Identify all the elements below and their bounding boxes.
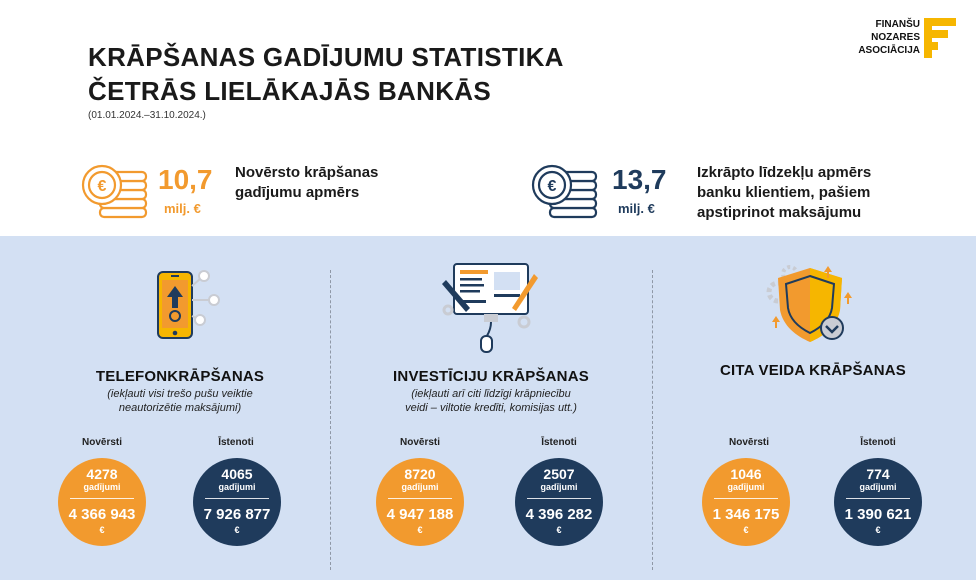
- investment-monitor-icon: [440, 258, 540, 354]
- label-executed: Īstenoti: [860, 437, 896, 448]
- circle-divider: [527, 498, 591, 499]
- currency-label: €: [417, 525, 423, 535]
- header-area: [0, 0, 976, 236]
- section-title-other: CITA VEIDA KRĀPŠANAS: [720, 362, 906, 379]
- amount-value: 4 396 282: [525, 506, 593, 523]
- shield-icon: [762, 262, 858, 346]
- period-label: (01.01.2024.–31.10.2024.): [88, 110, 206, 121]
- kpi-prevented-desc-line: Novērsto krāpšanas: [235, 164, 379, 181]
- case-unit: gadījumi: [218, 482, 256, 492]
- amount-value: 4 366 943: [68, 506, 136, 523]
- currency-label: €: [743, 525, 749, 535]
- amount-value: 1 346 175: [712, 506, 780, 523]
- label-prevented: Novērsti: [81, 437, 122, 448]
- kpi-fraud-desc-line: apstiprinot maksājumu: [697, 204, 862, 221]
- currency-label: €: [234, 525, 240, 535]
- kpi-prevented-unit: milj. €: [164, 201, 201, 216]
- logo-text: [858, 18, 920, 57]
- currency-label: €: [556, 525, 562, 535]
- case-count: 2507: [543, 466, 575, 482]
- circle-divider: [846, 498, 910, 499]
- amount-value: 1 390 621: [844, 506, 912, 523]
- section-subtitle-investment: [356, 387, 626, 415]
- title-line-2: ČETRĀS LIELĀKAJĀS BANKĀS: [88, 76, 492, 106]
- page-title: [88, 40, 564, 108]
- case-count: 1046: [730, 466, 762, 482]
- section-divider: [330, 270, 331, 570]
- circle-divider: [388, 498, 452, 499]
- case-unit: gadījumi: [540, 482, 578, 492]
- kpi-prevented-desc: [235, 163, 378, 203]
- prevented-circle: [376, 458, 464, 546]
- section-title-investment: INVESTĪCIJU KRĀPŠANAS: [393, 368, 589, 385]
- title-line-1: KRĀPŠANAS GADĪJUMU STATISTIKA: [88, 42, 564, 72]
- currency-label: €: [875, 525, 881, 535]
- logo-line-2: NOZARES: [871, 32, 920, 43]
- case-unit: gadījumi: [727, 482, 765, 492]
- section-subtitle-phone: [50, 387, 310, 415]
- case-unit: gadījumi: [83, 482, 121, 492]
- section-subtitle-line: (iekļauti visi trešo pušu veiktie: [107, 388, 253, 400]
- section-subtitle-line: (iekļauti arī citi līdzīgi krāpniecību: [411, 388, 571, 400]
- case-count: 774: [866, 466, 890, 482]
- executed-circle: [834, 458, 922, 546]
- circle-divider: [714, 498, 778, 499]
- prevented-circle: [58, 458, 146, 546]
- svg-text:€: €: [547, 178, 557, 195]
- svg-text:€: €: [97, 178, 107, 195]
- smartphone-icon: [150, 268, 236, 344]
- section-divider: [652, 270, 653, 570]
- circle-divider: [205, 498, 269, 499]
- label-executed: Īstenoti: [541, 437, 577, 448]
- kpi-prevented-value: 10,7: [158, 164, 213, 195]
- logo-line-1: FINANŠU: [875, 19, 920, 30]
- case-count: 8720: [404, 466, 436, 482]
- fna-logo: [838, 18, 956, 58]
- case-unit: gadījumi: [859, 482, 897, 492]
- kpi-fraud-desc: [697, 163, 871, 223]
- kpi-fraud-desc-line: Izkrāpto līdzekļu apmērs: [697, 164, 872, 181]
- amount-value: 7 926 877: [203, 506, 271, 523]
- executed-circle: [515, 458, 603, 546]
- logo-mark-icon: [924, 18, 956, 58]
- label-prevented: Novērsti: [399, 437, 440, 448]
- kpi-fraud-desc-line: banku klientiem, pašiem: [697, 184, 871, 201]
- kpi-prevented-desc-line: gadījumu apmērs: [235, 184, 360, 201]
- currency-label: €: [99, 525, 105, 535]
- logo-line-3: ASOCIĀCIJA: [858, 45, 920, 56]
- section-subtitle-line: neautorizētie maksājumi): [118, 402, 242, 414]
- circle-divider: [70, 498, 134, 499]
- case-count: 4278: [86, 466, 118, 482]
- label-prevented: Novērsti: [728, 437, 769, 448]
- section-subtitle-line: veidi – viltotie kredīti, komisijas utt.): [405, 402, 577, 414]
- case-unit: gadījumi: [401, 482, 439, 492]
- section-title-phone: TELEFONKRĀPŠANAS: [95, 368, 265, 385]
- coin-stack-icon: [80, 160, 150, 222]
- prevented-circle: [702, 458, 790, 546]
- label-executed: Īstenoti: [218, 437, 254, 448]
- coin-stack-icon: [530, 160, 600, 222]
- kpi-fraud-unit: milj. €: [618, 201, 655, 216]
- case-count: 4065: [221, 466, 253, 482]
- kpi-fraud-value: 13,7: [612, 164, 667, 195]
- executed-circle: [193, 458, 281, 546]
- amount-value: 4 947 188: [386, 506, 454, 523]
